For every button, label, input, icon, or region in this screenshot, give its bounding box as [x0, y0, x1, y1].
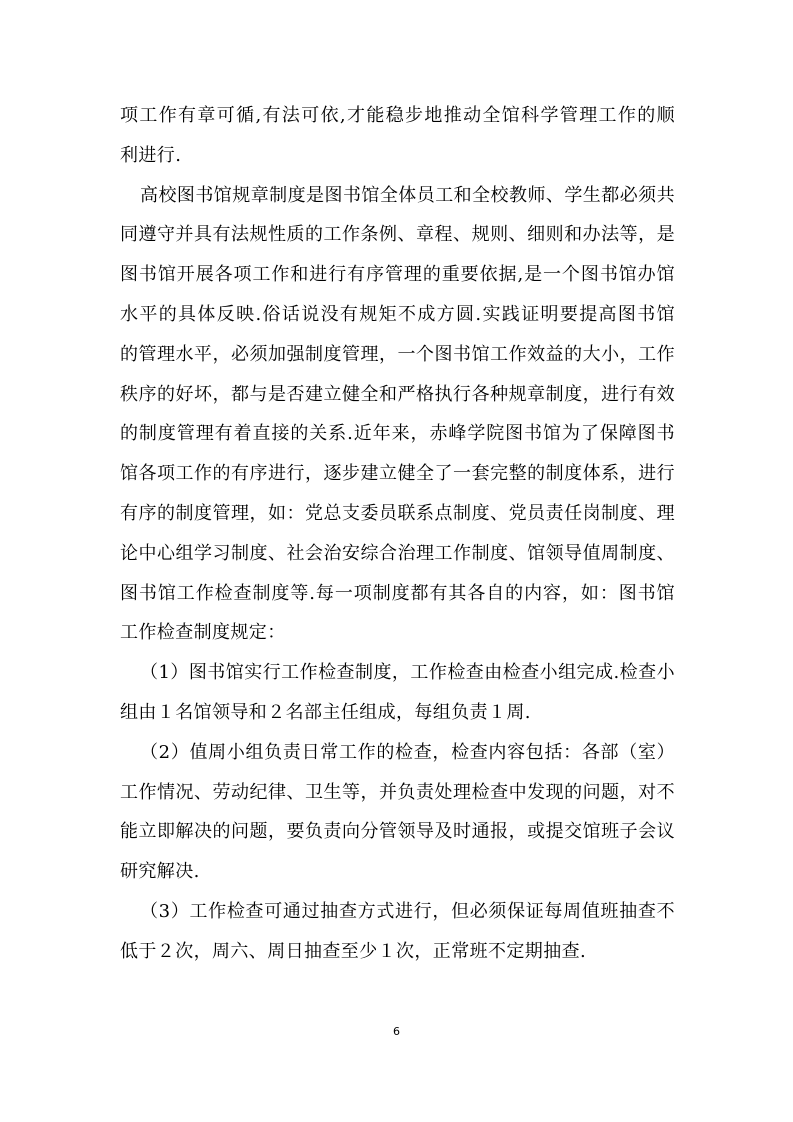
text-line: 利进行.: [120, 144, 182, 166]
text-line: 研究解决.: [120, 861, 200, 883]
text-line: 同遵守并具有法规性质的工作条例、章程、规则、细则和办法等，是: [120, 224, 675, 246]
text-line: 工作检查制度规定：: [120, 622, 286, 644]
body-text: [120, 96, 675, 972]
text-line: （1）图书馆实行工作检查制度，工作检查由检查小组完成.检查小: [140, 662, 675, 684]
text-line: 高校图书馆规章制度是图书馆全体员工和全校教师、学生都必须共: [140, 184, 675, 206]
page-number: 6: [393, 1025, 400, 1038]
text-line: 的管理水平，必须加强制度管理，一个图书馆工作效益的大小，工作: [120, 343, 675, 365]
text-line: 论中心组学习制度、社会治安综合治理工作制度、馆领导值周制度、: [120, 542, 675, 564]
text-line: 秩序的好坏，都与是否建立健全和严格执行各种规章制度，进行有效: [120, 383, 675, 405]
text-line: 工作情况、劳动纪律、卫生等，并负责处理检查中发现的问题，对不: [120, 781, 675, 803]
text-line: 有序的制度管理，如：党总支委员联系点制度、党员责任岗制度、理: [120, 502, 675, 524]
text-line: （2）值周小组负责日常工作的检查，检查内容包括：各部（室）: [140, 741, 675, 763]
text-line: 图书馆工作检查制度等.每一项制度都有其各自的内容，如：图书馆: [120, 582, 675, 604]
text-line: （3）工作检查可通过抽查方式进行，但必须保证每周值班抽查不: [140, 900, 675, 922]
text-line: 的制度管理有着直接的关系.近年来，赤峰学院图书馆为了保障图书: [120, 423, 675, 445]
text-line: 项工作有章可循,有法可依,才能稳步地推动全馆科学管理工作的顺: [120, 105, 675, 126]
text-line: 低于２次，周六、周日抽查至少１次，正常班不定期抽查.: [120, 940, 587, 962]
text-line: 水平的具体反映.俗话说没有规矩不成方圆.实践证明要提高图书馆: [120, 303, 675, 325]
text-line: 图书馆开展各项工作和进行有序管理的重要依据,是一个图书馆办馆: [120, 264, 675, 286]
text-line: 组由１名馆领导和２名部主任组成，每组负责１周.: [120, 701, 531, 723]
text-line: 馆各项工作的有序进行，逐步建立健全了一套完整的制度体系，进行: [120, 463, 675, 485]
text-line: 能立即解决的问题，要负责向分管领导及时通报，或提交馆班子会议: [120, 821, 675, 843]
